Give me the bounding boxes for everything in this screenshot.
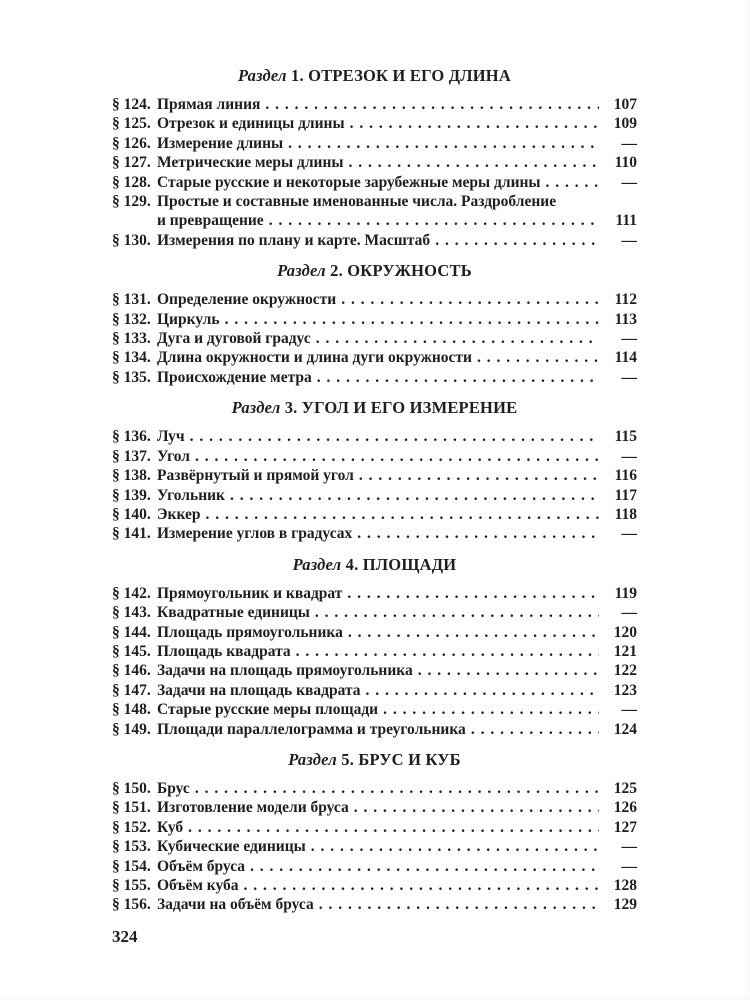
entry-title: Эккер bbox=[157, 505, 201, 523]
entry-title: Происхождение метра bbox=[157, 368, 312, 386]
entry-number-spacer bbox=[112, 211, 157, 230]
entry-page: 120 bbox=[613, 623, 637, 641]
toc-entry bbox=[112, 231, 637, 250]
entry-title: Развёрнутый и прямой угол bbox=[157, 467, 354, 485]
toc-entry bbox=[112, 466, 637, 485]
entry-number: § 140. bbox=[112, 505, 151, 523]
leader-dots bbox=[348, 623, 599, 642]
entry-title-continuation: и превращение bbox=[157, 212, 264, 230]
toc-entry bbox=[112, 603, 637, 622]
leader-dots bbox=[250, 857, 599, 876]
entry-number: § 153. bbox=[112, 838, 151, 856]
entry-page: 125 bbox=[613, 779, 637, 797]
section-heading-title: 5. БРУС И КУБ bbox=[341, 749, 461, 769]
entry-title: Угольник bbox=[157, 486, 225, 504]
entry-title: Задачи на объём бруса bbox=[157, 896, 314, 914]
entry-title: Старые русские меры площади bbox=[157, 701, 379, 719]
entry-page: — bbox=[621, 604, 637, 622]
entry-page: 109 bbox=[613, 115, 637, 133]
entry-number: § 127. bbox=[112, 154, 151, 172]
entry-number: § 135. bbox=[112, 368, 151, 386]
entry-number: § 130. bbox=[112, 231, 151, 249]
entry-number: § 150. bbox=[112, 779, 151, 797]
leader-dots bbox=[188, 818, 599, 837]
leader-dots bbox=[225, 310, 599, 329]
section-heading-label: Раздел bbox=[288, 749, 337, 769]
entry-number: § 149. bbox=[112, 720, 151, 738]
entry-number: § 152. bbox=[112, 818, 151, 836]
entry-page: — bbox=[621, 330, 637, 348]
entry-title: Изготовление модели бруса bbox=[157, 799, 349, 817]
leader-dots bbox=[265, 95, 599, 114]
toc-entry-continuation bbox=[112, 211, 637, 230]
leader-dots bbox=[319, 895, 599, 914]
section-heading-title: 2. ОКРУЖНОСТЬ bbox=[330, 261, 472, 281]
entry-page: — bbox=[621, 838, 637, 856]
entry-title: Определение окружности bbox=[157, 291, 337, 309]
entry-title: Циркуль bbox=[157, 310, 220, 328]
toc-section bbox=[112, 260, 637, 387]
leader-dots bbox=[354, 798, 599, 817]
section-heading bbox=[112, 397, 637, 419]
entry-page: 110 bbox=[614, 154, 637, 172]
section-heading bbox=[112, 260, 637, 282]
leader-dots bbox=[418, 661, 599, 680]
entry-number: § 125. bbox=[112, 115, 151, 133]
entry-number: § 134. bbox=[112, 349, 151, 367]
toc-entry bbox=[112, 584, 637, 603]
leader-dots bbox=[288, 134, 599, 153]
leader-dots bbox=[244, 876, 599, 895]
leader-dots bbox=[546, 173, 599, 192]
leader-dots bbox=[317, 368, 599, 387]
toc-entry bbox=[112, 818, 637, 837]
leader-dots bbox=[341, 290, 599, 309]
entry-number: § 145. bbox=[112, 642, 151, 660]
toc-entry bbox=[112, 779, 637, 798]
entry-number: § 124. bbox=[112, 96, 151, 113]
entry-number: § 129. bbox=[112, 193, 151, 211]
entry-page: 126 bbox=[613, 799, 637, 817]
folio-page-number: 324 bbox=[112, 926, 138, 946]
leader-dots bbox=[357, 524, 599, 543]
leader-dots bbox=[311, 837, 599, 856]
entry-number: § 139. bbox=[112, 486, 151, 504]
toc-entry bbox=[112, 95, 637, 114]
entry-number: § 142. bbox=[112, 584, 151, 602]
entry-page: 111 bbox=[615, 212, 637, 230]
entry-number: § 155. bbox=[112, 877, 151, 894]
toc-entry bbox=[112, 505, 637, 524]
entry-number: § 128. bbox=[112, 173, 151, 191]
entry-number: § 143. bbox=[112, 604, 151, 622]
leader-dots bbox=[366, 681, 599, 700]
toc-entry bbox=[112, 114, 637, 133]
entry-title: Площадь прямоугольника bbox=[157, 623, 343, 641]
section-heading bbox=[112, 749, 637, 771]
section-heading-label: Раздел bbox=[231, 398, 281, 418]
section-heading-title: 1. ОТРЕЗОК И ЕГО ДЛИНА bbox=[291, 66, 511, 85]
entry-title: Дуга и дуговой градус bbox=[157, 330, 311, 348]
toc-section bbox=[112, 749, 637, 915]
leader-dots bbox=[316, 329, 599, 348]
toc-section bbox=[112, 554, 637, 739]
leader-dots bbox=[350, 114, 599, 133]
entry-number: § 151. bbox=[112, 799, 151, 817]
toc-entry bbox=[112, 134, 637, 153]
entry-title: Луч bbox=[157, 428, 185, 446]
entry-number: § 131. bbox=[112, 291, 151, 309]
toc-entry bbox=[112, 857, 637, 876]
leader-dots bbox=[296, 642, 599, 661]
toc-entry bbox=[112, 798, 637, 817]
entry-page: 112 bbox=[614, 291, 637, 309]
entry-title: Площади параллелограмма и треугольника bbox=[157, 720, 466, 738]
entry-page: 128 bbox=[613, 877, 637, 894]
leader-dots bbox=[315, 603, 599, 622]
entry-page: 122 bbox=[613, 662, 637, 680]
entry-title: Задачи на площадь прямоугольника bbox=[157, 662, 413, 680]
leader-dots bbox=[347, 584, 599, 603]
entry-number: § 148. bbox=[112, 701, 151, 719]
entry-number: § 147. bbox=[112, 681, 151, 699]
entry-page: 117 bbox=[614, 486, 637, 504]
entry-page: 124 bbox=[613, 720, 637, 738]
entry-number: § 146. bbox=[112, 662, 151, 680]
entry-number: § 138. bbox=[112, 467, 151, 485]
entry-number: § 126. bbox=[112, 134, 151, 152]
entry-page: 121 bbox=[613, 642, 637, 660]
entry-page: — bbox=[621, 525, 637, 543]
toc-entry bbox=[112, 290, 637, 309]
toc-entry bbox=[112, 895, 637, 914]
entry-page: — bbox=[621, 173, 637, 191]
section-heading-title: 4. ПЛОЩАДИ bbox=[345, 554, 457, 574]
entry-title: Кубические единицы bbox=[157, 838, 306, 856]
entry-title: Длина окружности и длина дуги окружности bbox=[157, 349, 472, 367]
entry-page: 114 bbox=[614, 349, 637, 367]
entry-page: 123 bbox=[613, 681, 637, 699]
leader-dots bbox=[230, 486, 599, 505]
leader-dots bbox=[471, 720, 599, 739]
entry-title: Брус bbox=[157, 779, 190, 797]
toc-sections bbox=[112, 65, 637, 915]
toc-entry bbox=[112, 720, 637, 739]
entry-page: 116 bbox=[614, 467, 637, 485]
toc-entry bbox=[112, 348, 637, 367]
toc-entry bbox=[112, 837, 637, 856]
entry-page: 115 bbox=[614, 428, 637, 446]
leader-dots bbox=[269, 211, 599, 230]
entry-title: Объём бруса bbox=[157, 857, 246, 875]
entry-number: § 156. bbox=[112, 896, 151, 914]
toc-entry bbox=[112, 368, 637, 387]
toc-entry bbox=[112, 192, 637, 211]
toc-entry bbox=[112, 623, 637, 642]
toc-section bbox=[112, 397, 637, 543]
entry-number: § 136. bbox=[112, 428, 151, 446]
leader-dots bbox=[349, 153, 600, 172]
toc-entry bbox=[112, 153, 637, 172]
leader-dots bbox=[195, 779, 599, 798]
entry-number: § 141. bbox=[112, 525, 151, 543]
toc-entry bbox=[112, 700, 637, 719]
leader-dots bbox=[206, 505, 600, 524]
toc-entry bbox=[112, 524, 637, 543]
entry-title: Метрические меры длины bbox=[157, 154, 344, 172]
entry-title: Объём куба bbox=[157, 877, 239, 894]
leader-dots bbox=[195, 447, 599, 466]
entry-page: 119 bbox=[614, 584, 637, 602]
entry-page: — bbox=[621, 368, 637, 386]
leader-dots bbox=[359, 466, 599, 485]
entry-page: — bbox=[621, 857, 637, 875]
toc-entry bbox=[112, 661, 637, 680]
toc-entry bbox=[112, 876, 637, 895]
entry-page: 118 bbox=[614, 505, 637, 523]
entry-page: 107 bbox=[613, 96, 637, 113]
toc-entry bbox=[112, 173, 637, 192]
section-heading-label: Раздел bbox=[292, 554, 342, 574]
entry-title: Старые русские и некоторые зарубежные меры длины bbox=[157, 173, 541, 191]
leader-dots bbox=[477, 348, 599, 367]
section-heading-label: Раздел bbox=[277, 261, 326, 281]
entry-title: Площадь квадрата bbox=[157, 642, 291, 660]
entry-page: 127 bbox=[613, 818, 637, 836]
entry-title: Прямая линия bbox=[157, 96, 261, 113]
leader-dots bbox=[383, 700, 599, 719]
entry-number: § 137. bbox=[112, 447, 151, 465]
entry-title: Угол bbox=[157, 447, 190, 465]
leader-dots bbox=[190, 427, 599, 446]
entry-page: 129 bbox=[613, 896, 637, 914]
entry-title: Измерение углов в градусах bbox=[157, 525, 353, 543]
toc-entry bbox=[112, 310, 637, 329]
entry-title: Прямоугольник и квадрат bbox=[157, 584, 343, 602]
entry-title: Квадратные единицы bbox=[157, 604, 310, 622]
section-heading bbox=[112, 65, 637, 87]
section-heading-label: Раздел bbox=[238, 66, 287, 85]
entry-page: — bbox=[621, 701, 637, 719]
toc-section bbox=[112, 65, 637, 250]
entry-title: Простые и составные именованные числа. Раздробление bbox=[157, 193, 557, 211]
entry-title: Куб bbox=[157, 818, 184, 836]
toc-entry bbox=[112, 681, 637, 700]
toc-entry bbox=[112, 427, 637, 446]
entry-title: Измерения по плану и карте. Масштаб bbox=[157, 231, 431, 249]
leader-dots bbox=[435, 231, 599, 250]
toc-entry bbox=[112, 642, 637, 661]
entry-number: § 133. bbox=[112, 330, 151, 348]
entry-page: — bbox=[621, 447, 637, 465]
entry-number: § 154. bbox=[112, 857, 151, 875]
entry-page: — bbox=[621, 231, 637, 249]
entry-title: Измерение длины bbox=[157, 134, 284, 152]
entry-number: § 132. bbox=[112, 310, 151, 328]
entry-title: Задачи на площадь квадрата bbox=[157, 681, 361, 699]
toc-entry bbox=[112, 329, 637, 348]
entry-page: 113 bbox=[614, 310, 637, 328]
entry-title: Отрезок и единицы длины bbox=[157, 115, 345, 133]
section-heading-title: 3. УГОЛ И ЕГО ИЗМЕРЕНИЕ bbox=[284, 398, 518, 418]
toc-entry bbox=[112, 486, 637, 505]
entry-page: — bbox=[621, 134, 637, 152]
toc-entry bbox=[112, 447, 637, 466]
entry-number: § 144. bbox=[112, 623, 151, 641]
section-heading bbox=[112, 554, 637, 576]
